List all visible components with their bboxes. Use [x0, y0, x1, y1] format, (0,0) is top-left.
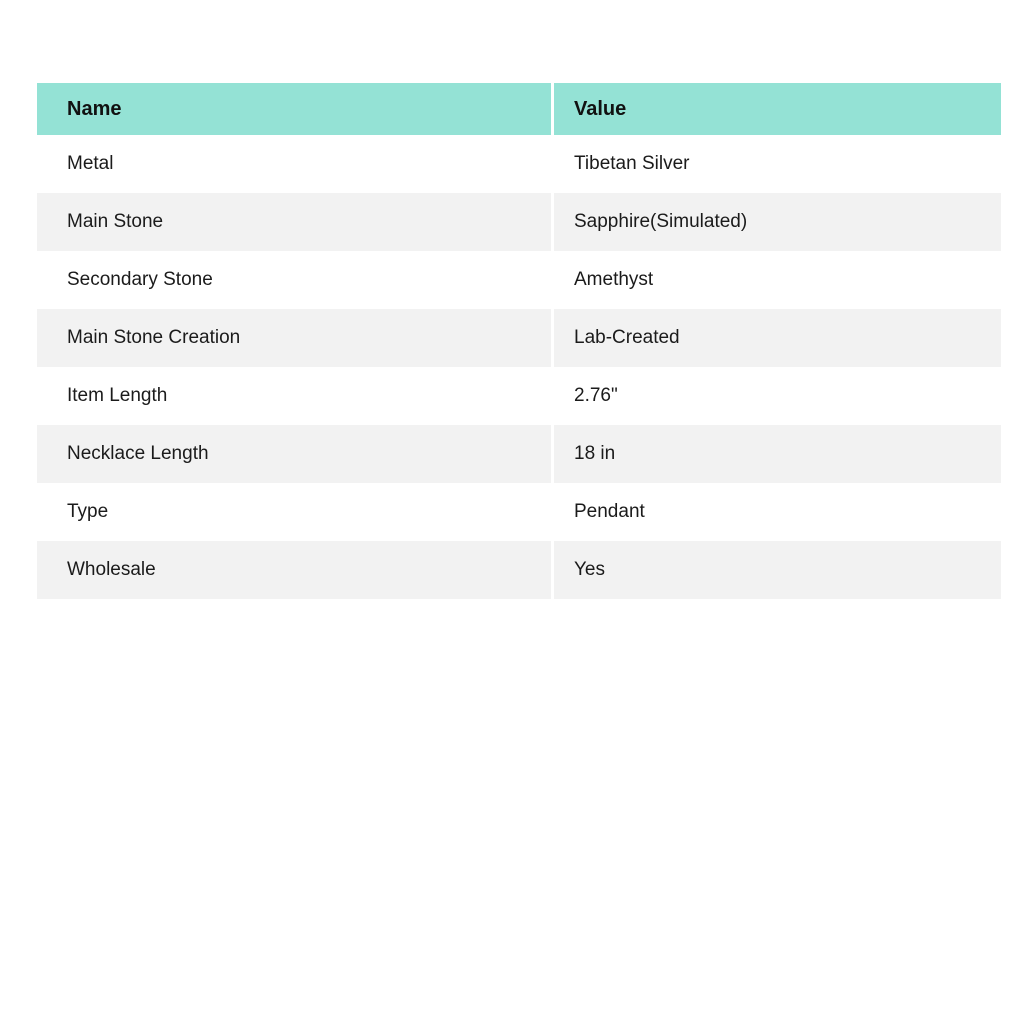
spec-name-cell: Main Stone Creation	[37, 309, 553, 367]
spec-value-cell: Yes	[553, 541, 1002, 599]
spec-name-cell: Main Stone	[37, 193, 553, 251]
spec-value-cell: Lab-Created	[553, 309, 1002, 367]
spec-name-cell: Item Length	[37, 367, 553, 425]
column-header-name: Name	[37, 83, 553, 135]
table-row	[37, 367, 1001, 425]
spec-value-cell: Amethyst	[553, 251, 1002, 309]
spec-value-cell: 2.76"	[553, 367, 1002, 425]
spec-value-cell: 18 in	[553, 425, 1002, 483]
column-header-value: Value	[553, 83, 1002, 135]
spec-value-cell: Sapphire(Simulated)	[553, 193, 1002, 251]
spec-name-cell: Secondary Stone	[37, 251, 553, 309]
table-row	[37, 193, 1001, 251]
table-row	[37, 541, 1001, 599]
table-row	[37, 135, 1001, 193]
table-header-row	[37, 83, 1001, 135]
spec-name-cell: Metal	[37, 135, 553, 193]
spec-value-cell: Pendant	[553, 483, 1002, 541]
product-spec-table	[37, 83, 1001, 599]
table-row	[37, 425, 1001, 483]
table-row	[37, 309, 1001, 367]
spec-name-cell: Type	[37, 483, 553, 541]
table-row	[37, 483, 1001, 541]
spec-name-cell: Necklace Length	[37, 425, 553, 483]
spec-value-cell: Tibetan Silver	[553, 135, 1002, 193]
table-row	[37, 251, 1001, 309]
spec-name-cell: Wholesale	[37, 541, 553, 599]
